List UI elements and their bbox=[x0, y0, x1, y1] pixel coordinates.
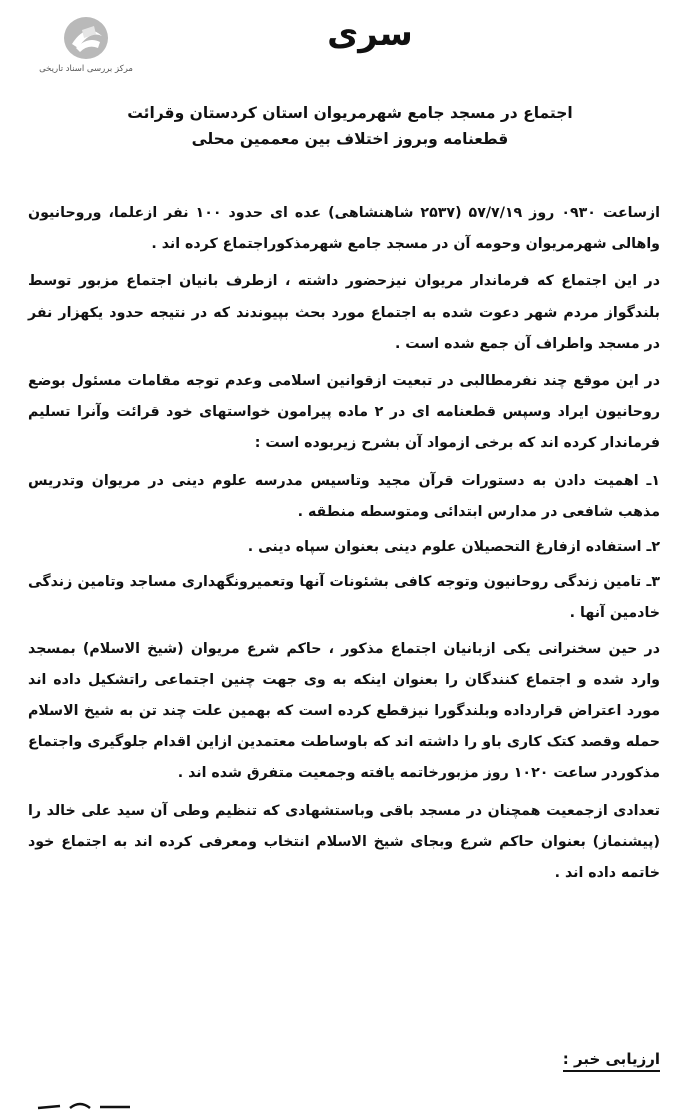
evaluation-label: ارزیابی خبر : bbox=[563, 1050, 660, 1072]
handwritten-mark-icon bbox=[30, 1098, 150, 1114]
document-titles bbox=[40, 100, 660, 152]
logo-caption: مرکز بررسی اسناد تاریخی bbox=[39, 64, 133, 74]
paragraph-3: در این موقع چند نفرمطالبی در تبعیت ازقوانین اسلامی وعدم توجه مقامات مسئول بوضع روحانیون ایراد وسپس قطعنامه ای در ۲ ماده پیرامون خواستهای خود قرائت وآنرا تسلیم فرماندار کرده اند که برخی ازمواد آن بشرح زیربوده است : bbox=[28, 373, 660, 452]
classification-stamp: سری bbox=[327, 14, 413, 54]
list-item-2: ۲ـ استفاده ازفارغ التحصیلان علوم دینی بعنوان سپاه دینی . bbox=[247, 539, 660, 556]
paragraph-2: در این اجتماع که فرماندار مریوان نیزحضور داشته ، ازطرف بانیان اجتماع مزبور توسط بلندگواز مردم شهر دعوت شده به اجتماع مورد بحث بپیوندند که در نتیجه حدود یکهزار نفر در مسجد واطراف آن جمع شده است . bbox=[28, 273, 660, 352]
paragraph-5: تعدادی ازجمعیت همچنان در مسجد باقی وباستشهادی که تنظیم وطی آن سید علی خالد را (پیشنماز) بعنوان حاکم شرع وبجای شیخ الاسلام انتخاب ومعرفی کرده اند به اجتماع خود خاتمه داده اند . bbox=[28, 802, 660, 882]
paragraph-1: ازساعت ۰۹۳۰ روز ۵۷/۷/۱۹ (۲۵۳۷ شاهنشاهی) عده ای حدود ۱۰۰ نفر ازعلما، وروحانیون واهالی شهرمریوان وحومه آن در مسجد جامع شهرمذکوراجتماع کرده اند . bbox=[28, 205, 660, 253]
list-item-1: ۱ـ اهمیت دادن به دستورات قرآن مجید وتاسیس مدرسه علوم دینی در مریوان وتدریس مذهب شافعی در مدارس ابتدائی ومتوسطه منطقه . bbox=[28, 472, 660, 520]
footer-evaluation bbox=[28, 1050, 660, 1068]
list-item-3: ۳ـ تامین زندگی روحانیون وتوجه کافی بشئونات آنها وتعمیرونگهداری مساجد وتامین زندگی خادمین آنها . bbox=[28, 574, 660, 622]
archive-logo bbox=[26, 14, 146, 78]
archive-emblem-icon bbox=[60, 14, 112, 62]
document-body bbox=[28, 198, 660, 895]
title-line-1: اجتماع در مسجد جامع شهرمریوان استان کردستان وقرائت bbox=[127, 104, 573, 122]
title-line-2: قطعنامه وبروز اختلاف بین معممین محلی bbox=[191, 130, 509, 148]
paragraph-4: در حین سخنرانی یکی ازبانیان اجتماع مذکور ، حاکم شرع مریوان (شیخ الاسلام) بمسجد وارد شده و اجتماع کنندگان را بعنوان اینکه به وی جهت چنین اجتماعی راتشکیل داده اند مورد اعتراض قرارداده وبلندگورا نیزقطع کرده است که بهمین علت چند تن به شیخ الاسلام حمله وقصد کتک کاری باو را داشته اند که باوساطت معتمدین ازاین اقدام جلوگیری واجتماع مذکوردر ساعت ۱۰۲۰ روز مزبورخاتمه یافته وجمعیت متفرق شده اند . bbox=[28, 640, 660, 782]
